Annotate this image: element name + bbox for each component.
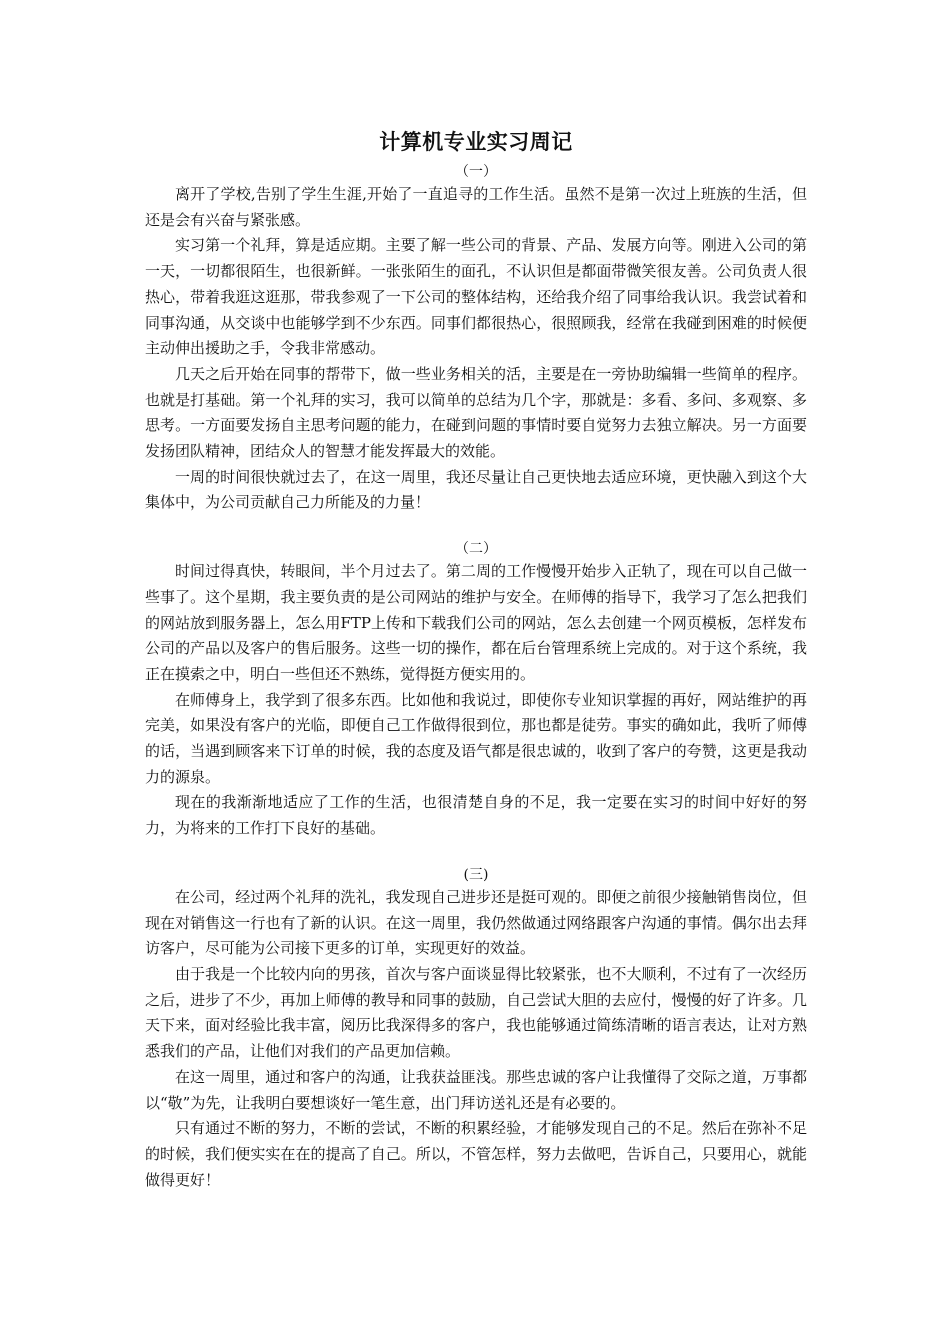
section-spacer — [145, 842, 807, 865]
section-3 — [145, 865, 807, 1193]
paragraph: 在公司，经过两个礼拜的洗礼，我发现自己进步还是挺可观的。即便之前很少接触销售岗位，但现在对销售这一行也有了新的认识。在这一周里，我仍然做通过网络跟客户沟通的事情。偶尔出去拜访客户，尽可能为公司接下更多的订单，实现更好的效益。 — [145, 887, 807, 958]
paragraph: 时间过得真快，转眼间，半个月过去了。第二周的工作慢慢开始步入正轨了，现在可以自己做一些事了。这个星期，我主要负责的是公司网站的维护与安全。在师傅的指导下，我学习了怎么把我们的网站放到服务器上，怎么用FTP上传和下载我们公司的网站，怎么去创建一个网页模板，怎样发布公司的产品以及客户的售后服务。这些一切的操作，都在后台管理系统上完成的。对于这个系统，我正在摸索之中，明白一些但还不熟练，觉得挺方便实用的。 — [145, 562, 807, 683]
paragraph: 由于我是一个比较内向的男孩，首次与客户面谈显得比较紧张，也不大顺利，不过有了一次经历之后，进步了不少，再加上师傅的教导和同事的鼓励，自己尝试大胆的去应付，慢慢的好了许多。几天下来，面对经验比我丰富，阅历比我深得多的客户，我也能够通过简练清晰的语言表达，让对方熟悉我们的产品，让他们对我们的产品更加信赖。 — [145, 964, 807, 1061]
paragraph: 现在的我渐渐地适应了工作的生活，也很清楚自身的不足，我一定要在实习的时间中好好的努力，为将来的工作打下良好的基础。 — [145, 793, 807, 838]
paragraph: 离开了学校,告别了学生生涯,开始了一直追寻的工作生活。虽然不是第一次过上班族的生活，但还是会有兴奋与紧张感。 — [145, 185, 807, 229]
paragraph: 实习第一个礼拜，算是适应期。主要了解一些公司的背景、产品、发展方向等。刚进入公司的第一天，一切都很陌生，也很新鲜。一张张陌生的面孔，不认识但是都面带微笑很友善。公司负责人很热心，带着我逛这逛那，带我参观了一下公司的整体结构，还给我介绍了同事给我认识。我尝试着和同事沟通，从交谈中也能够学到不少东西。同事们都很热心，很照顾我，经常在我碰到困难的时候便主动伸出援助之手，令我非常感动。 — [145, 236, 807, 358]
paragraph: 只有通过不断的努力，不断的尝试，不断的积累经验，才能够发现自己的不足。然后在弥补不足的时候，我们便实实在在的提高了自己。所以，不管怎样，努力去做吧，告诉自己，只要用心，就能做得更好！ — [145, 1119, 807, 1189]
paragraph: 在师傅身上，我学到了很多东西。比如他和我说过，即使你专业知识掌握的再好，网站维护的再完美，如果没有客户的光临，即便自己工作做得很到位，那也都是徒劳。事实的确如此，我听了师傅的话，当遇到顾客来下订单的时候，我的态度及语气都是很忠诚的，收到了客户的夸赞，这更是我动力的源泉。 — [145, 690, 807, 786]
paragraph: 几天之后开始在同事的帮带下，做一些业务相关的活，主要是在一旁协助编辑一些简单的程序。也就是打基础。第一个礼拜的实习，我可以简单的总结为几个字，那就是：多看、多问、多观察、多思考。一方面要发扬自主思考问题的能力，在碰到问题的事情时要自觉努力去独立解决。另一方面要发扬团队精神，团结众人的智慧才能发挥最大的效能。 — [145, 364, 807, 461]
section-1 — [145, 162, 807, 516]
section-spacer — [145, 516, 807, 539]
section-heading: (三) — [463, 866, 489, 883]
paragraph: 一周的时间很快就过去了，在这一周里，我还尽量让自己更快地去适应环境，更快融入到这个大集体中，为公司贡献自己力所能及的力量！ — [145, 467, 807, 512]
section-heading: （二） — [455, 541, 497, 558]
page-title: 计算机专业实习周记 — [379, 129, 573, 154]
section-2 — [145, 539, 807, 842]
document-page — [145, 126, 807, 1193]
paragraph: 在这一周里，通过和客户的沟通，让我获益匪浅。那些忠诚的客户让我懂得了交际之道，万事都以“敬”为先，让我明白要想谈好一笔生意，出门拜访送礼还是有必要的。 — [145, 1067, 807, 1112]
section-heading: （一） — [455, 164, 497, 180]
